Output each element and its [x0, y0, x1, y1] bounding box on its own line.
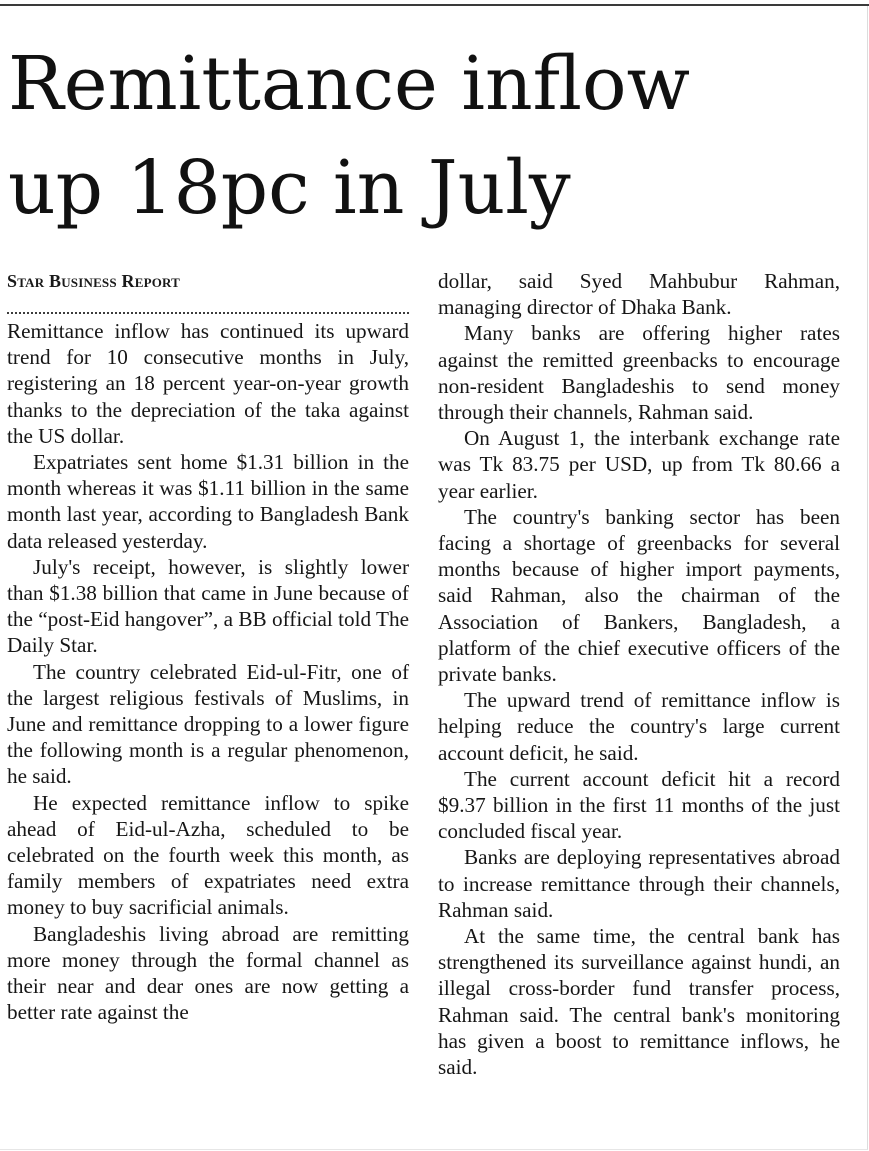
right-column — [438, 268, 840, 1080]
paragraph: The country's banking sector has been facing a shortage of greenbacks for several months because of higher import payments, said Rahman, also the chairman of the Association of Bankers, Bangladesh, a platform of the chief executive officers of the private banks. — [438, 504, 840, 687]
paragraph: The country celebrated Eid-ul-Fitr, one of the largest religious festivals of Muslims, in June and remittance dropping to a lower figure the following month is a regular phenomenon, he said. — [7, 659, 409, 789]
paragraph: At the same time, the central bank has strengthened its surveillance against hundi, an illegal cross-border fund transfer process, Rahman said. The central bank's monitoring has given a boost to remittance inflows, he said. — [438, 924, 840, 1080]
paragraph: Expatriates sent home $1.31 billion in the month whereas it was $1.11 billion in the same month last year, according to Bangladesh Bank data released yesterday. — [7, 450, 409, 553]
paragraph: The upward trend of remittance inflow is helping reduce the country's large current account deficit, he said. — [438, 688, 840, 765]
paragraph: July's receipt, however, is slightly lower than $1.38 billion that came in June because of the “post-Eid hangover”, a BB official told The Daily Star. — [7, 554, 409, 658]
paragraph: Banks are deploying representatives abroad to increase remittance through their channels, Rahman said. — [438, 845, 840, 922]
headline-line-2: up 18pc in July — [8, 145, 571, 231]
dotted-divider — [7, 312, 409, 314]
paragraph: The current account deficit hit a record $9.37 billion in the first 11 months of the just concluded fiscal year. — [438, 766, 840, 844]
headline-line-1: Remittance inflow — [8, 41, 690, 127]
paragraph: dollar, said Syed Mahbubur Rahman, managing director of Dhaka Bank. — [438, 269, 840, 320]
byline: Star Business Report — [7, 271, 181, 291]
paragraph: He expected remittance inflow to spike ahead of Eid-ul-Azha, scheduled to be celebrated on the fourth week this month, as family members of expatriates need extra money to buy sacrificial animals. — [7, 790, 409, 920]
headline — [8, 32, 863, 240]
paragraph: Remittance inflow has continued its upward trend for 10 consecutive months in July, registering an 18 percent year-on-year growth thanks to the depreciation of the taka against the US dollar. — [7, 319, 409, 448]
left-column — [7, 268, 409, 1025]
paragraph: Bangladeshis living abroad are remitting more money through the formal channel as their near and dear ones are now getting a better rate against the — [7, 921, 409, 1025]
paragraph: Many banks are offering higher rates against the remitted greenbacks to encourage non-resident Bangladeshis to send money through their channels, Rahman said. — [438, 321, 840, 425]
paragraph: On August 1, the interbank exchange rate was Tk 83.75 per USD, up from Tk 80.66 a year earlier. — [438, 426, 840, 503]
